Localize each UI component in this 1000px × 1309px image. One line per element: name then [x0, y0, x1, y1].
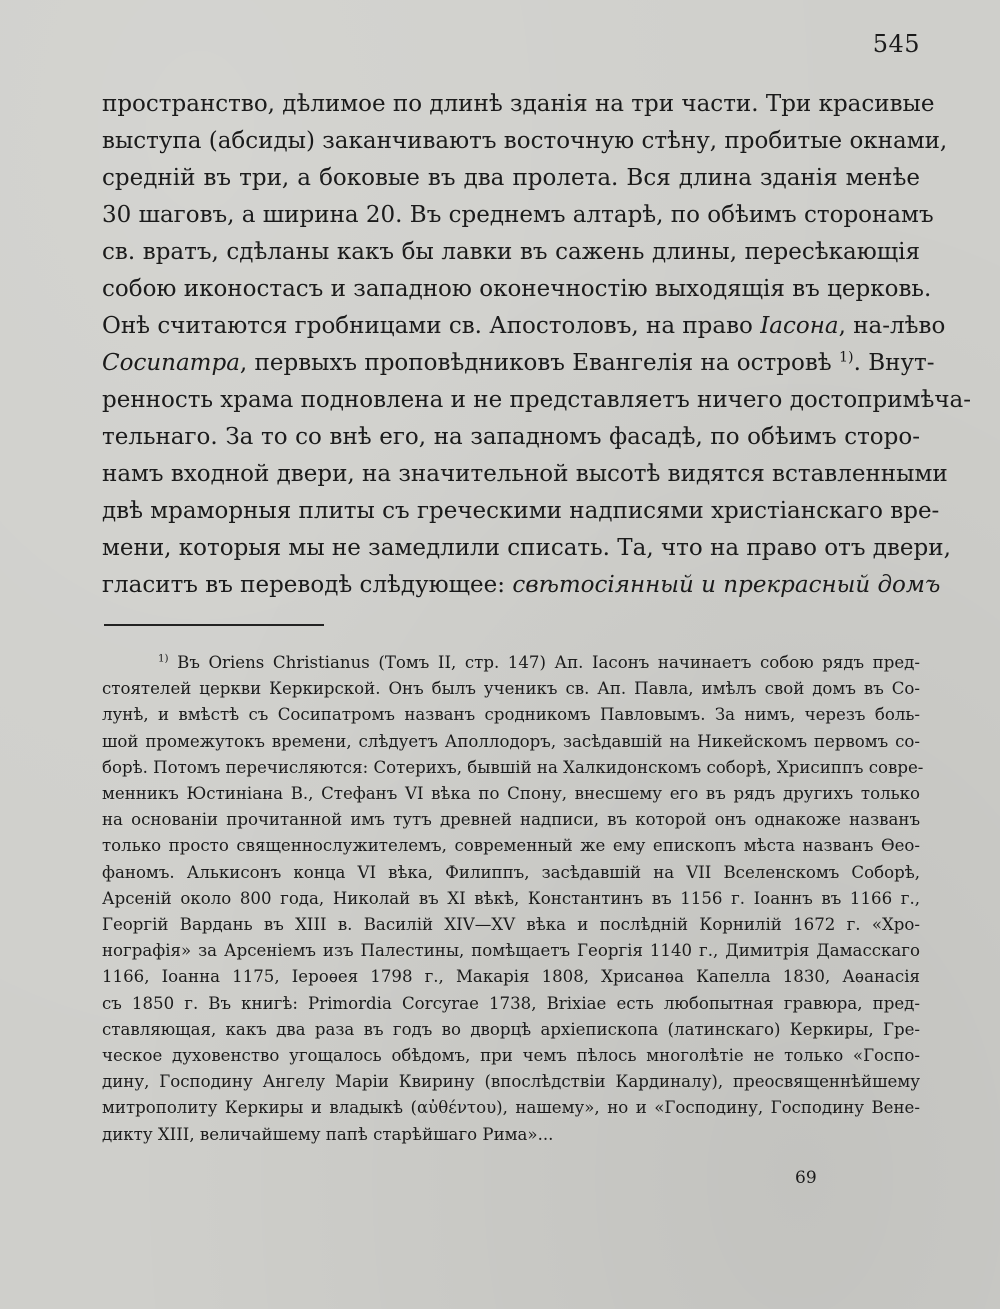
main-text-line: [102, 234, 920, 271]
italic-text: Николай: [332, 888, 411, 908]
italic-text: Димитрія: [725, 941, 810, 961]
italic-text: Хрисиппъ: [776, 757, 864, 777]
text-run: , первыхъ проповѣдниковъ Евангелія на островѣ: [239, 350, 839, 376]
text-run: стоятелей церкви Керкирской. Онъ былъ ученикъ св. Ап. Павла, имѣлъ свой домъ въ Со-: [102, 679, 920, 699]
text-run: намъ входной двери, на значительной высотѣ видятся вставленными: [102, 461, 948, 487]
signature-mark: 69: [795, 1168, 817, 1188]
text-run: Дамасскаго: [809, 941, 920, 961]
text-run: ставляющая, какъ два раза въ годъ во дворцѣ архіепископа (латинскаго) Керкиры, Гре-: [102, 1019, 920, 1039]
text-run: двѣ мраморныя плиты съ греческими надписями христіанскаго вре-: [102, 498, 940, 524]
text-run: 30 шаговъ, а ширина 20. Въ среднемъ алтарѣ, по обѣимъ сторонамъ: [102, 202, 934, 228]
main-text-line: [102, 308, 946, 345]
italic-text: дикту: [102, 1124, 153, 1144]
footnote-line: [102, 833, 920, 859]
text-run: ческое духовенство угощалось обѣдомъ, при чемъ пѣлось многолѣтіе не только «Госпо-: [102, 1046, 920, 1066]
text-run: только просто священнослужителемъ, современный же ему епископъ мѣста названъ Ѳеo-: [102, 836, 920, 856]
text-run: », но и «Господину, Господину: [584, 1098, 872, 1118]
footnote-line: [102, 1095, 920, 1121]
main-text-line: [102, 123, 948, 160]
main-text-line: [102, 345, 935, 382]
footnote-rule: [104, 624, 324, 626]
text-run: тельнаго. За то со внѣ его, на западномъ фасадѣ, по обѣимъ сторо-: [102, 424, 920, 450]
text-run: Капелла 1830,: [683, 967, 843, 987]
text-run: митрополиту Керкиры и владыкѣ (: [102, 1098, 417, 1118]
italic-text: Хрисанѳа: [601, 967, 684, 987]
italic-text: Арсеній: [102, 888, 172, 908]
footnote-line: [102, 1043, 920, 1069]
text-run: гласитъ въ переводѣ слѣдующее:: [102, 572, 513, 598]
text-run: фаномъ.: [102, 862, 187, 882]
italic-text: Іоаннъ: [753, 888, 813, 908]
text-run: въ XI вѣкѣ,: [410, 888, 528, 908]
footnote-line: [102, 1122, 920, 1148]
footnote-line: [102, 1069, 920, 1095]
footnote-line: [102, 702, 920, 728]
main-text-line: [102, 160, 920, 197]
text-run: изъ Палестины, помѣщаетъ: [315, 941, 578, 961]
text-run: менникъ Юстиніана В.,: [102, 784, 322, 804]
text-run: , засѣдавшій на VII Вселенскомъ Соборѣ,: [524, 862, 920, 882]
text-run: на основаніи прочитанной имъ тутъ древней надписи, въ которой онъ однакоже названъ: [102, 810, 920, 830]
text-run: 1166,: [102, 967, 162, 987]
italic-text: Іасона: [760, 313, 839, 339]
text-run: VI вѣка по Спону, внесшему его въ рядъ другихъ только: [397, 784, 921, 804]
italic-text: Арсеніемъ: [224, 941, 316, 961]
footnote-marker: 1): [838, 349, 854, 366]
italic-text: Георгія: [577, 941, 643, 961]
text-run: собою иконостасъ и западною оконечностію выходящія въ церковь.: [102, 276, 932, 302]
italic-text: Ангелу Маріи Квирину: [262, 1072, 475, 1092]
italic-text: Аполлодоръ: [444, 731, 551, 751]
text-run: Въ Oriens Christianus (Томъ II, стр. 147) Ап.: [168, 653, 592, 672]
text-run: шой промежутокъ времени, слѣдуетъ: [102, 731, 445, 751]
italic-text: Макарія: [455, 967, 530, 987]
text-run: 1808,: [529, 967, 602, 987]
text-run: (впослѣдствіи Кардиналу), преосвященнѣйшему: [474, 1072, 920, 1092]
text-run: средній въ три, а боковые въ два пролета. Вся длина зданія менѣе: [102, 165, 920, 191]
main-text-line: [102, 271, 932, 308]
text-run: начинаетъ собою рядъ пред-: [649, 653, 920, 672]
italic-text: Филиппъ: [445, 862, 525, 882]
text-run: съ 1850 г. Въ книгѣ: Primordia Corcyrae 1738, Brixiae есть любопытная гравюра, пред-: [102, 993, 920, 1013]
footnote: [102, 650, 924, 1148]
main-text-line: [102, 86, 935, 123]
page-number: 545: [872, 30, 920, 58]
main-text-line: [102, 382, 972, 419]
text-run: XIII, величайшему папѣ старѣйшаго Рима»...: [152, 1124, 554, 1144]
italic-text: Іероѳея: [291, 967, 359, 987]
footnote-marker: 1): [158, 652, 169, 665]
italic-text: Вене-: [871, 1098, 920, 1118]
text-run: 1175,: [220, 967, 292, 987]
text-run: въ 1166 г.,: [812, 888, 920, 908]
italic-text: свѣтосіянный и прекрасный домъ: [512, 572, 941, 598]
text-run: , бывшій на Халкидонскомъ соборѣ,: [456, 757, 777, 777]
footnote-line: [102, 650, 920, 676]
footnote-line: [102, 912, 920, 938]
text-run: конца VI вѣка,: [281, 862, 446, 882]
italic-text: Константинъ: [527, 888, 644, 908]
text-run: . Внут-: [853, 350, 935, 376]
footnote-line: [102, 676, 920, 702]
footnote-line: [102, 729, 920, 755]
italic-text: Аѳанасія: [842, 967, 920, 987]
text-run: около 800 года,: [171, 888, 333, 908]
italic-text: Іоанна: [161, 967, 221, 987]
italic-text: Василій: [363, 915, 434, 935]
text-run: ренность храма подновлена и не представляетъ ничего достопримѣча-: [102, 387, 972, 413]
italic-text: Сотерихъ: [373, 757, 457, 777]
text-run: борѣ. Потомъ перечисляются:: [102, 757, 374, 777]
footnote-line: [102, 964, 920, 990]
text-run: , засѣдавшій на Никейскомъ первомъ со-: [550, 731, 920, 751]
footnote-line: [102, 886, 920, 912]
footnote-line: [102, 781, 920, 807]
text-run: св. вратъ, сдѣланы какъ бы лавки въ сажень длины, пересѣкающія: [102, 239, 920, 265]
text-run: въ XIII в.: [252, 915, 364, 935]
text-run: пространство, дѣлимое по длинѣ зданія на три части. Три красивые: [102, 91, 935, 117]
footnote-line: [102, 938, 920, 964]
italic-text: αὐθέντου: [416, 1098, 497, 1118]
italic-text: нашему: [515, 1098, 585, 1118]
main-text-line: [102, 567, 941, 604]
text-run: мени, которыя мы не замедлили списать. Та, что на право отъ двери,: [102, 535, 951, 561]
text-run: лунѣ, и вмѣстѣ съ Сосипатромъ названъ сродникомъ Павловымъ. За нимъ, черезъ боль-: [102, 705, 920, 725]
text-run: въ 1156 г.: [643, 888, 754, 908]
italic-text: Алькисонъ: [186, 862, 282, 882]
text-run: 1798 г.,: [358, 967, 456, 987]
footnote-line: [102, 1017, 920, 1043]
italic-text: Сосипатра: [102, 350, 240, 376]
text-run: ),: [496, 1098, 516, 1118]
main-text: [102, 86, 972, 604]
italic-text: Георгій Вардань: [102, 915, 253, 935]
text-run: дину, Господину: [102, 1072, 263, 1092]
text-run: Онѣ считаются гробницами св. Апостоловъ, на право: [102, 313, 761, 339]
text-run: совре-: [863, 757, 924, 777]
footnote-line: [102, 991, 920, 1017]
footnote-line: [102, 755, 924, 781]
text-run: , на-лѣво: [838, 313, 946, 339]
main-text-line: [102, 456, 948, 493]
text-run: выступа (абсиды) заканчиваютъ восточную стѣну, пробитые окнами,: [102, 128, 948, 154]
main-text-line: [102, 530, 951, 567]
main-text-line: [102, 493, 940, 530]
footnote-line: [102, 807, 920, 833]
text-run: XIV—XV вѣка и послѣдній Корнилій 1672 г. «Хро-: [433, 915, 921, 935]
text-run: нографія» за: [102, 941, 224, 961]
footnote-line: [102, 860, 920, 886]
italic-text: Стефанъ: [321, 784, 398, 804]
italic-text: Іасонъ: [591, 653, 650, 672]
main-text-line: [102, 197, 934, 234]
text-run: 1140 г.,: [642, 941, 726, 961]
main-text-line: [102, 419, 920, 456]
